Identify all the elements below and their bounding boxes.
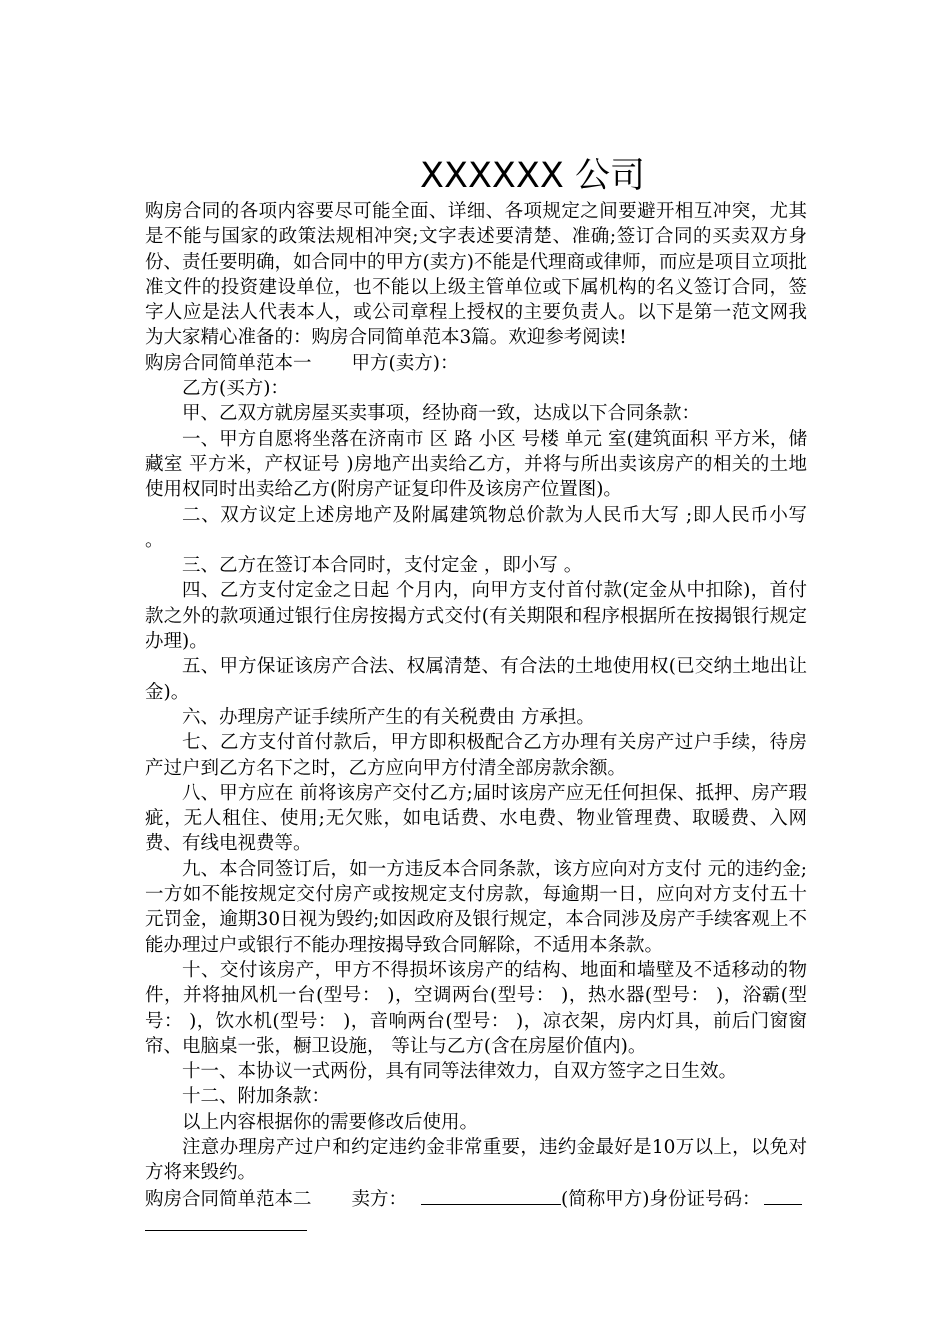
seller-label: 卖方： (351, 1188, 408, 1210)
document-body (145, 199, 807, 1231)
sample2-heading-line (145, 1186, 807, 1212)
clause-8: 八、甲方应在 前将该房产交付乙方;届时该房产应无任何担保、抵押、房产瑕疵，无人租住、使用;无欠账，如电话费、水电费、物业管理费、取暖费、入网费、有线电视费等。 (145, 782, 807, 855)
id-number-blank-continued (145, 1212, 307, 1231)
clause-12: 十二、附加条款： (182, 1086, 331, 1108)
clause-9: 九、本合同签订后，如一方违反本合同条款，该方应向对方支付 元的违约金;一方如不能按规定交付房产或按规定支付房款，每逾期一日，应向对方支付五十元罚金，逾期30日视为毁约;如因政府及银行规定，本合同涉及房产手续客观上不能办理过户或银行不能办理按揭导致合同解除，不适用本条款。 (145, 858, 807, 956)
clause-11: 十一、本协议一式两份，具有同等法律效力，自双方签字之日生效。 (182, 1061, 738, 1083)
clause-1: 一、甲方自愿将坐落在济南市 区 路 小区 号楼 单元 室(建筑面积 平方米，储藏室 平方米，产权证号 )房地产出卖给乙方，并将与所出卖该房产的相关的土地使用权同时出卖给乙方(附房产证复印件及该房产位置图)。 (145, 428, 807, 501)
intro-paragraph: 购房合同的各项内容要尽可能全面、详细、各项规定之间要避开相互冲突，尤其是不能与国家的政策法规相冲突;文字表述要清楚、准确;签订合同的买卖双方身份、责任要明确，如合同中的甲方(卖方)不能是代理商或律师，而应是项目立项批准文件的投资建设单位，也不能以上级主管单位或下属机构的名义签订合同，签字人应是法人代表本人，或公司章程上授权的主要负责人。以下是第一范文网我为大家精心准备的：购房合同简单范本3篇。欢迎参考阅读! (145, 201, 807, 349)
party-a-label: 甲方(卖方)： (351, 352, 459, 374)
clause-5: 五、甲方保证该房产合法、权属清楚、有合法的土地使用权(已交纳土地出让金)。 (145, 656, 807, 703)
party-b-label: 乙方(买方)： (182, 378, 289, 400)
document-title: XXXXXX 公司 (420, 156, 645, 196)
clause-2: 二、双方议定上述房地产及附属建筑物总价款为人民币大写 ;即人民币小写 。 (145, 504, 807, 551)
clause-4: 四、乙方支付定金之日起 个月内，向甲方支付首付款(定金从中扣除)，首付款之外的款项通过银行住房按揭方式交付(有关期限和程序根据所在按揭银行规定办理)。 (145, 580, 807, 653)
seller-suffix: (简称甲方)身份证号码： (561, 1188, 761, 1210)
seller-name-blank (421, 1186, 561, 1205)
preamble: 甲、乙双方就房屋买卖事项，经协商一致，达成以下合同条款： (182, 403, 701, 425)
clause-6: 六、办理房产证手续所产生的有关税费由 方承担。 (182, 706, 595, 728)
clause-3: 三、乙方在签订本合同时，支付定金 ，即小写 。 (182, 555, 583, 577)
note-2: 注意办理房产过户和约定违约金非常重要，违约金最好是10万以上，以免对方将来毁约。 (145, 1136, 807, 1184)
sample1-heading: 购房合同简单范本一 (145, 352, 312, 374)
clause-7: 七、乙方支付首付款后，甲方即积极配合乙方办理有关房产过户手续，待房产过户到乙方名下之时，乙方应向甲方付清全部房款余额。 (145, 732, 807, 779)
sample1-heading-line (145, 351, 807, 376)
clause-10: 十、交付该房产，甲方不得损坏该房产的结构、地面和墙壁及不适移动的物件，并将抽风机一台(型号： )，空调两台(型号： )，热水器(型号： )，浴霸(型号： )，饮水机(型号： )，音响两台(型号： )，凉衣架，房内灯具，前后门窗窗帘、电脑桌一张，橱卫设施， 等让与乙方(含在房屋价值内)。 (145, 959, 807, 1057)
id-number-blank (764, 1186, 802, 1205)
note-1: 以上内容根据你的需要修改后使用。 (182, 1111, 479, 1133)
sample2-heading: 购房合同简单范本二 (145, 1188, 312, 1210)
